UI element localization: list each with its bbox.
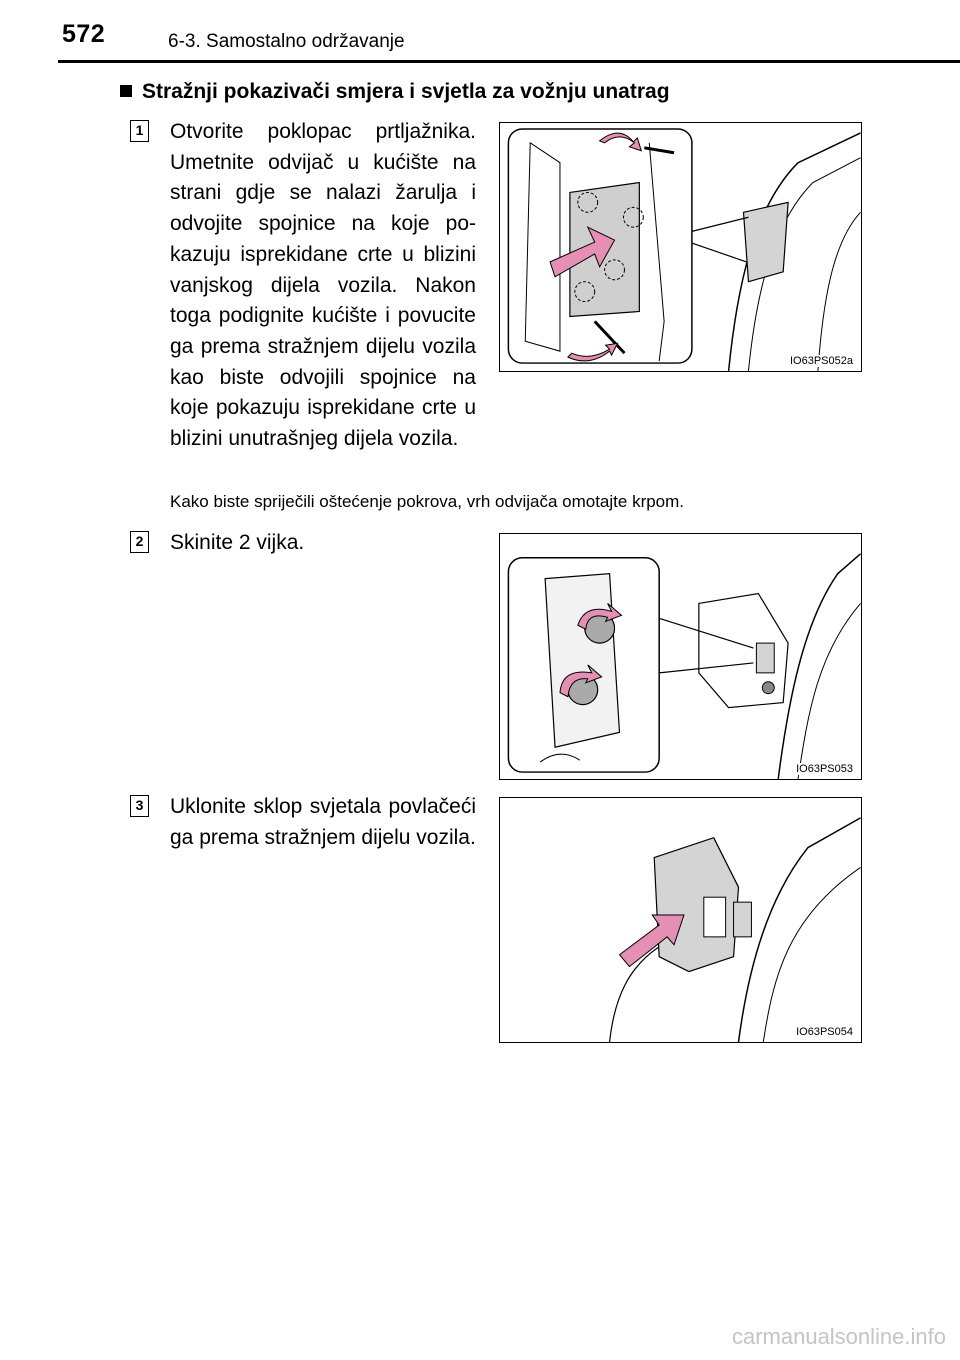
section-heading bbox=[120, 80, 670, 104]
figure-code: IO63PS053 bbox=[796, 763, 853, 775]
watermark: carmanualsonline.info bbox=[731, 1324, 946, 1349]
page-number: 572 bbox=[62, 20, 106, 48]
step-1-text: Otvorite poklopac prtljažnika. Umetnite odvijač u kućište na strani gdje se nalazi žarulja i odvojite spojnice na koje pokazuju isprekidane crte u blizini vanjskog dijela vozila. Nakon toga podignite kućište i povucite ga prema stražnjem dijelu vozila kao biste odvojili spojnice na koje pokazuju isprekidane crte u blizini unutrašnjeg dijela vozila. bbox=[170, 120, 476, 451]
chapter-title: 6-3. Samostalno održavanje bbox=[168, 31, 405, 52]
header-divider bbox=[58, 60, 960, 63]
section-heading-text: Stražnji pokazivači smjera i svjetla za vožnju unatrag bbox=[142, 80, 670, 103]
figure-step-2 bbox=[499, 533, 862, 780]
step-1-badge: 1 bbox=[130, 120, 149, 142]
illustration-taillight-housing bbox=[500, 123, 861, 371]
figure-step-1 bbox=[499, 122, 862, 372]
illustration-remove-light-assembly bbox=[500, 798, 861, 1042]
figure-code: IO63PS052a bbox=[790, 355, 853, 367]
step-3-text: Uklonite sklop svjetala povlačeći ga prema stražnjem dijelu vozila. bbox=[170, 795, 476, 849]
figure-step-3 bbox=[499, 797, 862, 1043]
step-2-text: Skinite 2 vijka. bbox=[170, 531, 305, 554]
square-bullet-icon bbox=[120, 85, 132, 97]
figure-code: IO63PS054 bbox=[796, 1026, 853, 1038]
step-2-badge: 2 bbox=[130, 531, 149, 553]
step-1-note: Kako biste spriječili oštećenje pokrova, vrh odvijača omotajte krpom. bbox=[170, 492, 685, 511]
illustration-bolts bbox=[500, 534, 861, 779]
step-3-badge: 3 bbox=[130, 795, 149, 817]
